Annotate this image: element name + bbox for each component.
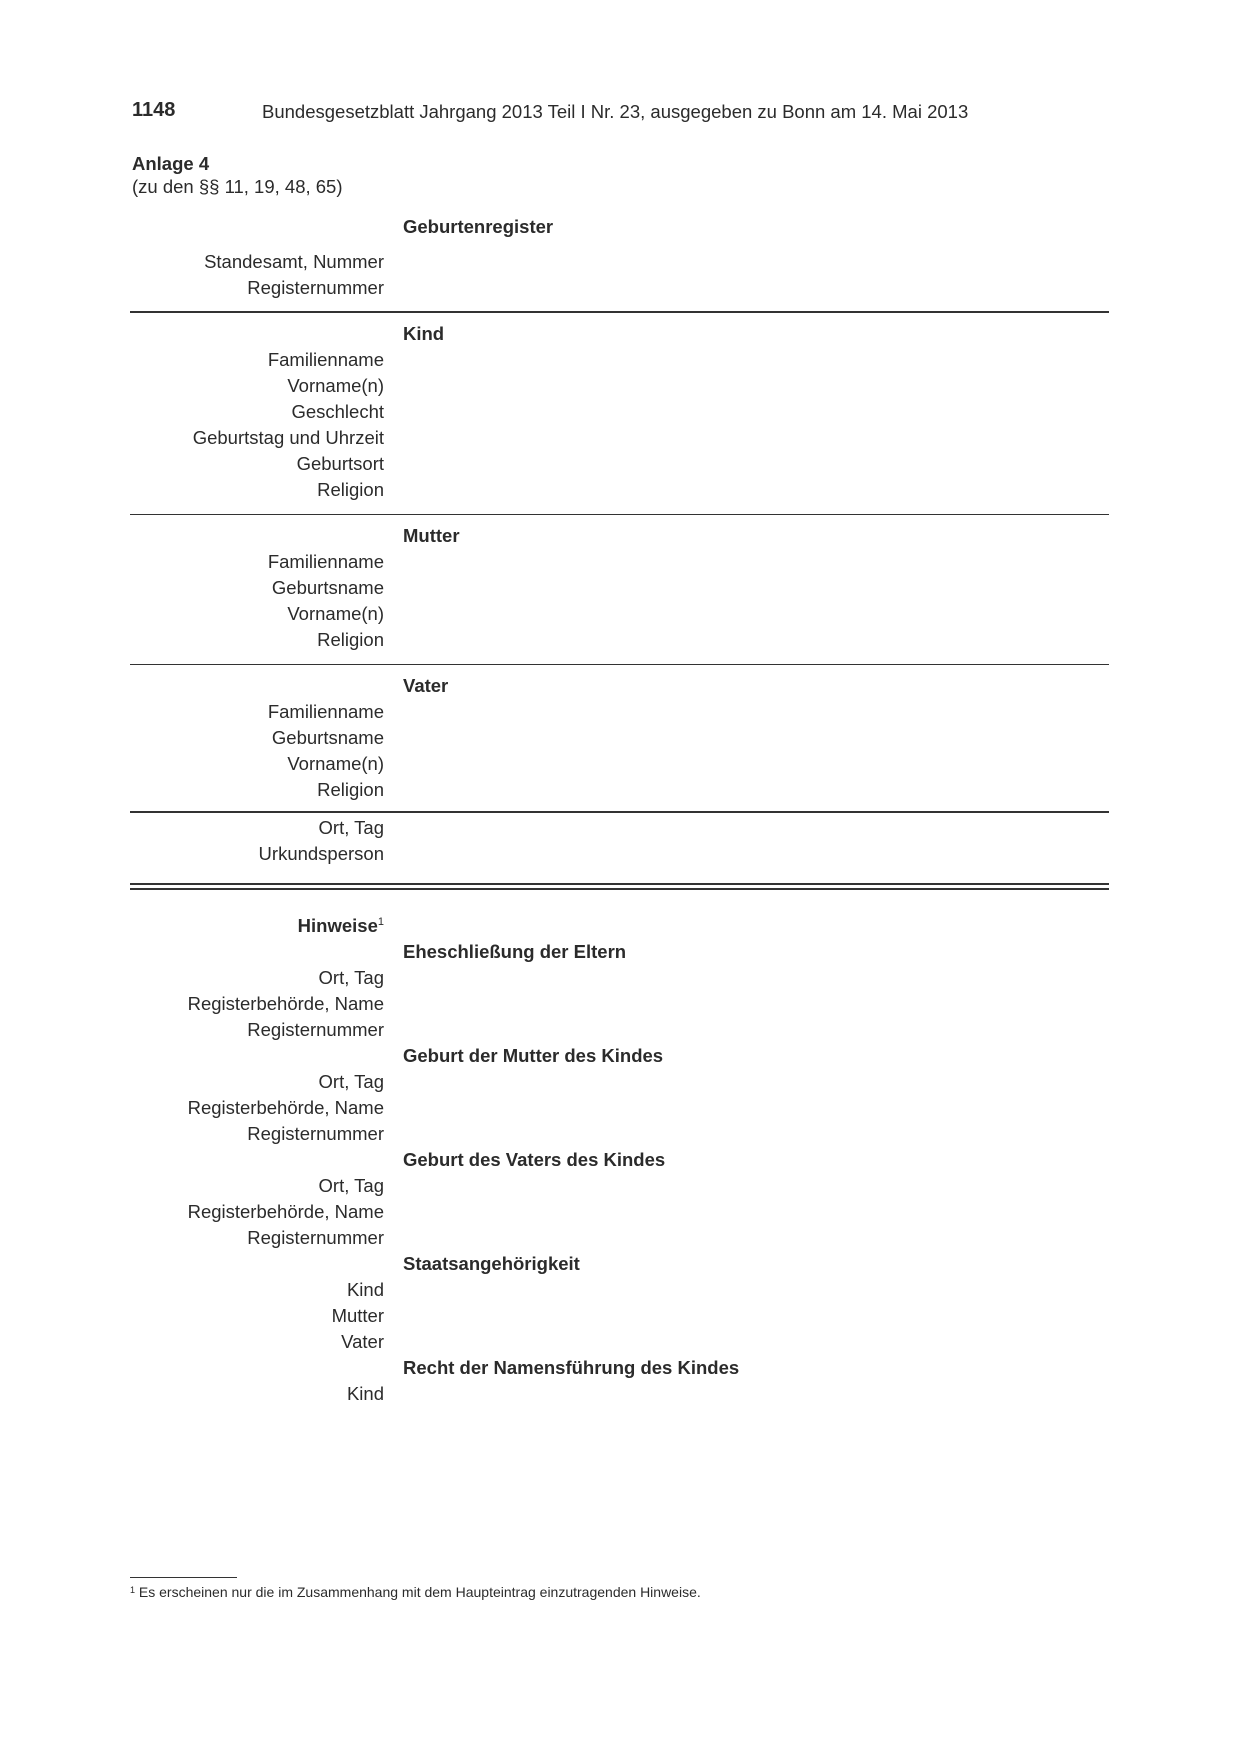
field-label: Registernummer	[247, 1123, 384, 1144]
field-label: Familienname	[267, 349, 384, 370]
field-label: Ort, Tag	[318, 1071, 384, 1092]
field-label: Registerbehörde, Name	[187, 993, 384, 1014]
hinweise-title-text: Hinweise	[297, 915, 378, 936]
field-label: Registerbehörde, Name	[187, 1201, 384, 1222]
section-heading-geburt-mutter: Geburt der Mutter des Kindes	[403, 1045, 664, 1066]
field-label: Mutter	[331, 1305, 384, 1326]
section-heading-kind: Kind	[403, 323, 445, 344]
annex-reference: (zu den §§ 11, 19, 48, 65)	[132, 176, 343, 197]
field-label: Religion	[317, 629, 384, 650]
field-label: Ort, Tag	[318, 967, 384, 988]
section-heading-geburt-vater: Geburt des Vaters des Kindes	[403, 1149, 666, 1170]
field-label: Vorname(n)	[287, 375, 384, 396]
field-label: Kind	[346, 1279, 384, 1300]
field-label: Familienname	[267, 701, 384, 722]
hinweise-title	[298, 915, 384, 937]
field-label: Registernummer	[247, 1227, 384, 1248]
field-label: Geburtsname	[271, 727, 384, 748]
field-label: Religion	[317, 779, 384, 800]
double-rule-bottom	[130, 888, 1109, 890]
footnote-rule	[130, 1577, 237, 1578]
section-heading-staatsangehoerigkeit: Staatsangehörigkeit	[403, 1253, 580, 1274]
field-label: Standesamt, Nummer	[204, 251, 384, 272]
field-label: Geburtsname	[271, 577, 384, 598]
field-label: Geburtsort	[296, 453, 384, 474]
section-divider	[130, 311, 1109, 313]
field-label: Ort, Tag	[318, 1175, 384, 1196]
field-label: Urkundsperson	[258, 843, 384, 864]
field-label: Ort, Tag	[318, 817, 384, 838]
footnote-mark: 1	[130, 1585, 136, 1595]
section-divider	[130, 514, 1109, 515]
footnote	[130, 1584, 701, 1600]
field-label: Vorname(n)	[287, 753, 384, 774]
field-label: Familienname	[267, 551, 384, 572]
footnote-text: Es erscheinen nur die im Zusammenhang mit dem Haupteintrag einzutragenden Hinweise.	[138, 1584, 701, 1600]
section-divider	[130, 811, 1109, 813]
page-number: 1148	[132, 99, 176, 121]
running-head: Bundesgesetzblatt Jahrgang 2013 Teil I Nr. 23, ausgegeben zu Bonn am 14. Mai 2013	[262, 101, 969, 122]
field-label: Registernummer	[247, 1019, 384, 1040]
field-label: Registerbehörde, Name	[187, 1097, 384, 1118]
field-label: Religion	[317, 479, 384, 500]
field-label: Vorname(n)	[287, 603, 384, 624]
section-heading-eheschliessung: Eheschließung der Eltern	[403, 941, 627, 962]
form-title: Geburtenregister	[403, 216, 554, 237]
double-rule-top	[130, 883, 1109, 885]
field-label: Vater	[341, 1331, 384, 1352]
field-label: Geburtstag und Uhrzeit	[192, 427, 384, 448]
field-label: Kind	[346, 1383, 384, 1404]
footnote-ref: 1	[377, 916, 384, 928]
section-divider	[130, 664, 1109, 665]
field-label: Geschlecht	[291, 401, 384, 422]
field-label: Registernummer	[247, 277, 384, 298]
annex-title: Anlage 4	[132, 153, 210, 174]
section-heading-namensfuehrung: Recht der Namensführung des Kindes	[403, 1357, 740, 1378]
section-heading-vater: Vater	[403, 675, 449, 696]
section-heading-mutter: Mutter	[403, 525, 460, 546]
